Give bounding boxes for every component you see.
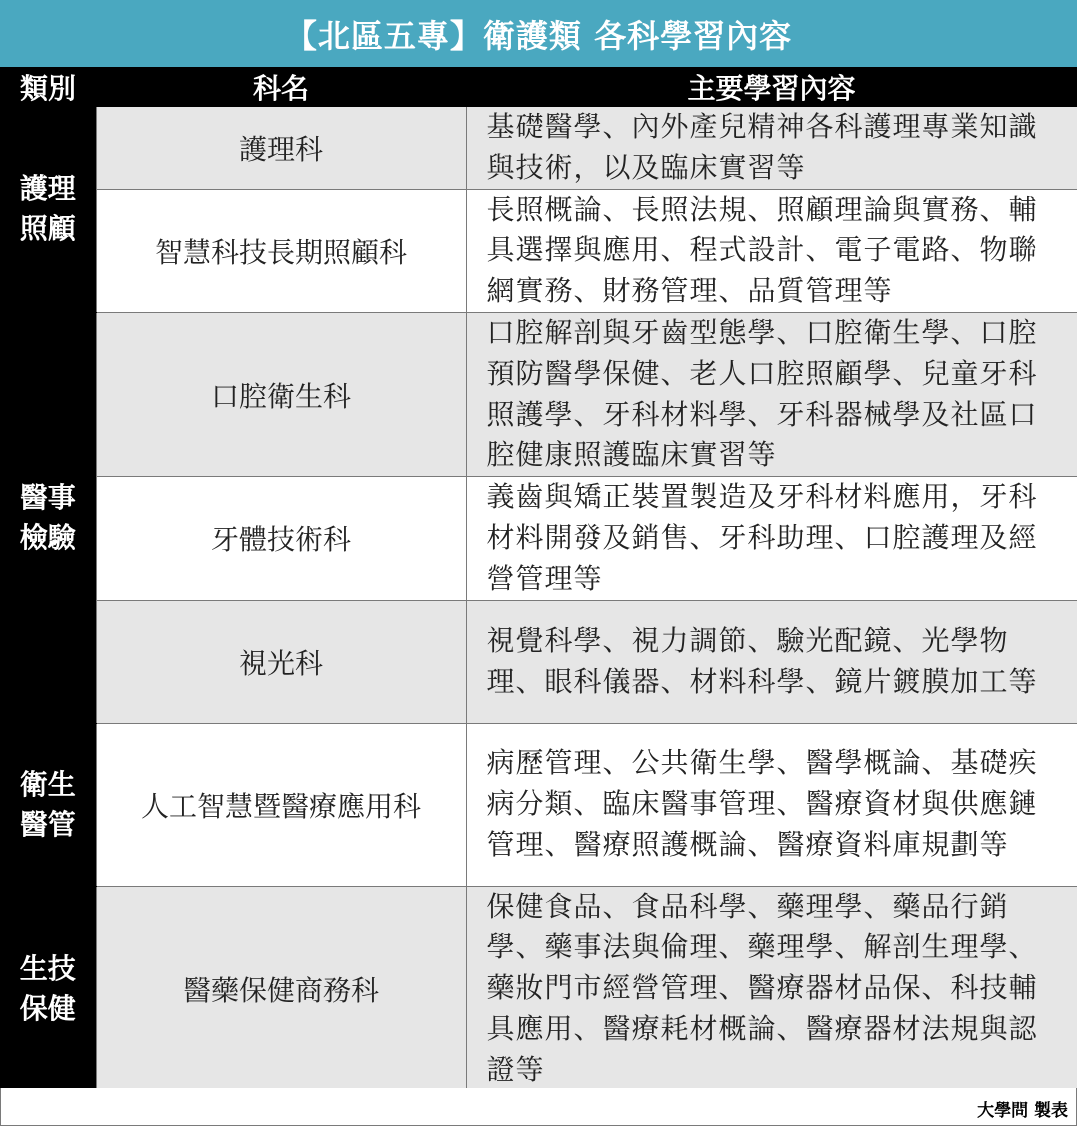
table-row: [0, 107, 1077, 189]
course-table: [0, 67, 1077, 1092]
table-row: [0, 189, 1077, 312]
category-cell: [0, 107, 96, 312]
content-cell: 保健食品、食品科學、藥理學、藥品行銷學、藥事法與倫理、藥理學、解剖生理學、藥妝門市經營管理、醫療器材品保、科技輔具應用、醫療耗材概論、醫療器材法規與認證等: [466, 886, 1077, 1091]
content-cell: 長照概論、長照法規、照顧理論與實務、輔具選擇與應用、程式設計、電子電路、物聯網實務、財務管理、品質管理等: [466, 189, 1077, 312]
category-label: 衛生醫管: [19, 767, 76, 841]
table-row: [0, 723, 1077, 886]
footer-credit: 大學問 製表: [977, 1101, 1068, 1121]
category-label: 醫事檢驗: [19, 480, 76, 554]
content-cell: 視覺科學、視力調節、驗光配鏡、光學物理、眼科儀器、材料科學、鏡片鍍膜加工等: [466, 600, 1077, 723]
page-title: 【北區五專】衛護類 各科學習內容: [0, 0, 1077, 67]
department-cell: 牙體技術科: [96, 477, 466, 600]
table-header-row: [0, 67, 1077, 107]
footer: [0, 1088, 1077, 1126]
content-cell: 義齒與矯正裝置製造及牙科材料應用，牙科材料開發及銷售、牙科助理、口腔護理及經營管理等: [466, 477, 1077, 600]
table-row: [0, 886, 1077, 1091]
category-cell: [0, 723, 96, 886]
department-cell: 智慧科技長期照顧科: [96, 189, 466, 312]
department-cell: 護理科: [96, 107, 466, 189]
department-cell: 醫藥保健商務科: [96, 886, 466, 1091]
content-cell: 病歷管理、公共衛生學、醫學概論、基礎疾病分類、臨床醫事管理、醫療資材與供應鏈管理、醫療照護概論、醫療資料庫規劃等: [466, 723, 1077, 886]
table-row: [0, 477, 1077, 600]
category-cell: [0, 312, 96, 723]
content-cell: 口腔解剖與牙齒型態學、口腔衛生學、口腔預防醫學保健、老人口腔照顧學、兒童牙科照護學、牙科材料學、牙科器械學及社區口腔健康照護臨床實習等: [466, 312, 1077, 476]
department-cell: 口腔衛生科: [96, 312, 466, 476]
category-label: 生技保健: [19, 951, 76, 1025]
table-row: [0, 600, 1077, 723]
header-department: 科名: [96, 67, 466, 107]
table-row: [0, 312, 1077, 476]
category-cell: [0, 886, 96, 1091]
content-cell: 基礎醫學、內外產兒精神各科護理專業知識與技術，以及臨床實習等: [466, 107, 1077, 189]
department-cell: 視光科: [96, 600, 466, 723]
header-content: 主要學習內容: [466, 67, 1077, 107]
department-cell: 人工智慧暨醫療應用科: [96, 723, 466, 886]
header-category: 類別: [0, 67, 96, 107]
category-label: 護理照顧: [19, 172, 76, 246]
